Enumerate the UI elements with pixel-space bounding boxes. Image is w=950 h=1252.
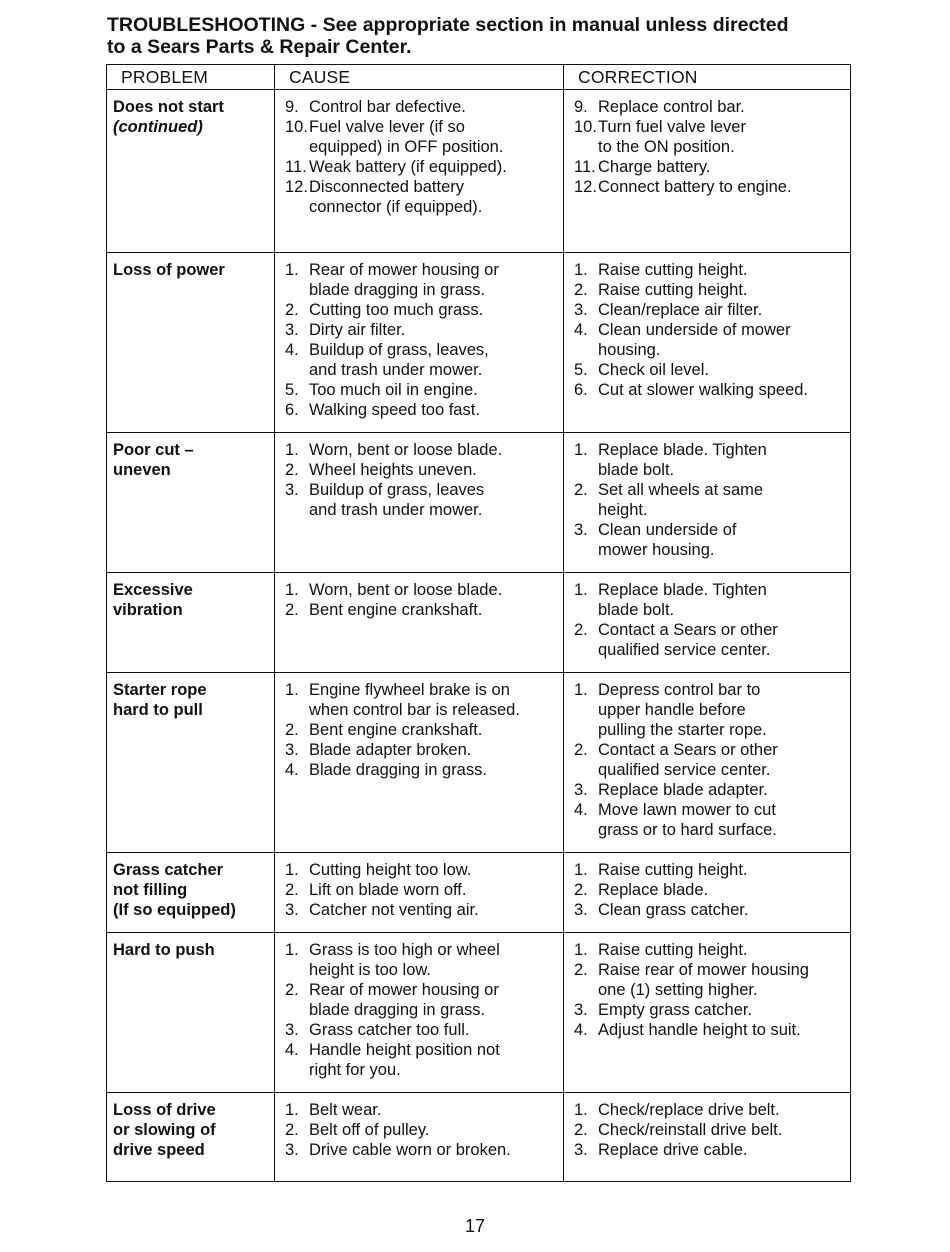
problem-text: Poor cut –: [113, 441, 194, 459]
cause-item-number: 3.: [285, 741, 299, 759]
correction-item-text: Connect battery to engine.: [598, 178, 792, 196]
correction-item-number: 1.: [574, 941, 588, 959]
cause-item-text: Control bar defective.: [309, 98, 466, 116]
correction-item: [570, 177, 844, 197]
correction-item-text: Replace blade. Tighten blade bolt.: [598, 441, 767, 479]
correction-item-text: Adjust handle height to suit.: [598, 1021, 801, 1039]
cause-item: [281, 680, 557, 720]
problem-text: drive speed: [113, 1141, 205, 1159]
cause-item: [281, 340, 557, 380]
cause-item-number: 1.: [285, 581, 299, 599]
cause-item: [281, 1020, 557, 1040]
problem-cell: [107, 1093, 275, 1182]
problem-cell: [107, 933, 275, 1093]
correction-item-text: Replace blade adapter.: [598, 781, 768, 799]
correction-item-number: 2.: [574, 1121, 588, 1139]
cause-item-number: 4.: [285, 761, 299, 779]
problem-text: or slowing of: [113, 1121, 216, 1139]
table-row: [107, 853, 851, 933]
cause-item: [281, 740, 557, 760]
correction-item: [570, 157, 844, 177]
correction-item: [570, 740, 844, 780]
correction-item-number: 2.: [574, 481, 588, 499]
cause-item: [281, 980, 557, 1020]
correction-item: [570, 380, 844, 400]
table-row: [107, 933, 851, 1093]
cause-item-number: 6.: [285, 401, 299, 419]
cause-item: [281, 157, 557, 177]
cause-item-text: Worn, bent or loose blade.: [309, 441, 503, 459]
correction-item-number: 1.: [574, 261, 588, 279]
cause-item-text: Grass is too high or wheel height is too low.: [309, 941, 500, 979]
correction-item-number: 3.: [574, 781, 588, 799]
cause-item-number: 3.: [285, 321, 299, 339]
cause-item-text: Blade dragging in grass.: [309, 761, 487, 779]
problem-text: Starter rope: [113, 681, 207, 699]
cause-item-text: Buildup of grass, leaves, and trash under mower.: [309, 341, 489, 379]
table-row: [107, 90, 851, 253]
correction-item: [570, 800, 844, 840]
correction-item-text: Raise cutting height.: [598, 261, 748, 279]
cause-cell: [275, 433, 564, 573]
cause-item-text: Bent engine crankshaft.: [309, 721, 483, 739]
cause-cell: [275, 673, 564, 853]
correction-item: [570, 1120, 844, 1140]
cause-item-number: 11.: [285, 158, 307, 176]
problem-text: hard to pull: [113, 701, 203, 719]
cause-item-text: Too much oil in engine.: [309, 381, 478, 399]
cause-item-number: 1.: [285, 441, 299, 459]
cause-item: [281, 1120, 557, 1140]
cause-item-number: 1.: [285, 261, 299, 279]
correction-item-number: 3.: [574, 1141, 588, 1159]
cause-item-number: 2.: [285, 301, 299, 319]
correction-cell: [564, 1093, 851, 1182]
problem-text: Grass catcher: [113, 861, 224, 879]
cause-item-text: Blade adapter broken.: [309, 741, 472, 759]
cause-item-text: Lift on blade worn off.: [309, 881, 467, 899]
correction-item: [570, 520, 844, 560]
cause-item-number: 9.: [285, 98, 299, 116]
table-row: [107, 573, 851, 673]
table-row: [107, 673, 851, 853]
correction-item-text: Clean grass catcher.: [598, 901, 749, 919]
cause-item-number: 1.: [285, 861, 299, 879]
column-header-problem: PROBLEM: [107, 65, 275, 90]
correction-item-text: Empty grass catcher.: [598, 1001, 753, 1019]
cause-cell: [275, 253, 564, 433]
cause-item-number: 2.: [285, 981, 299, 999]
cause-item-number: 3.: [285, 1021, 299, 1039]
correction-cell: [564, 673, 851, 853]
cause-item: [281, 117, 557, 157]
cause-item: [281, 440, 557, 460]
problem-text: Loss of power: [113, 261, 225, 279]
problem-text: Loss of drive: [113, 1101, 216, 1119]
cause-item-text: Belt wear.: [309, 1101, 382, 1119]
table-body: [107, 90, 851, 1182]
problem-text: not filling: [113, 881, 188, 899]
correction-item-number: 12.: [574, 178, 597, 196]
cause-item: [281, 880, 557, 900]
problem-cell: [107, 573, 275, 673]
cause-item: [281, 760, 557, 780]
correction-item: [570, 1000, 844, 1020]
correction-cell: [564, 90, 851, 253]
cause-item-number: 2.: [285, 881, 299, 899]
correction-item-text: Depress control bar to upper handle before pulling the starter rope.: [598, 681, 767, 739]
problem-cell: [107, 253, 275, 433]
correction-item-text: Raise cutting height.: [598, 941, 748, 959]
cause-item-number: 4.: [285, 341, 299, 359]
correction-item: [570, 680, 844, 740]
cause-item: [281, 940, 557, 980]
heading-line-1: TROUBLESHOOTING - See appropriate section in manual unless directed: [107, 14, 789, 36]
cause-item-number: 2.: [285, 601, 299, 619]
troubleshooting-table: [106, 64, 851, 1182]
table-row: [107, 433, 851, 573]
correction-item: [570, 320, 844, 360]
cause-cell: [275, 573, 564, 673]
correction-item: [570, 960, 844, 1000]
problem-text: uneven: [113, 461, 171, 479]
correction-item-text: Raise cutting height.: [598, 861, 748, 879]
cause-item-text: Fuel valve lever (if so equipped) in OFF position.: [309, 118, 504, 156]
cause-item-number: 10.: [285, 118, 308, 136]
correction-item: [570, 780, 844, 800]
cause-item-text: Disconnected battery connector (if equipped).: [309, 178, 483, 216]
cause-item: [281, 720, 557, 740]
problem-text: (If so equipped): [113, 901, 236, 919]
cause-item-text: Handle height position not right for you.: [309, 1041, 500, 1079]
problem-cell: [107, 90, 275, 253]
correction-item-number: 2.: [574, 741, 588, 759]
correction-item-text: Clean/replace air filter.: [598, 301, 763, 319]
problem-cell: [107, 853, 275, 933]
cause-item-text: Wheel heights uneven.: [309, 461, 477, 479]
cause-item-text: Bent engine crankshaft.: [309, 601, 483, 619]
correction-item-number: 3.: [574, 521, 588, 539]
correction-item-text: Check oil level.: [598, 361, 709, 379]
correction-cell: [564, 253, 851, 433]
cause-item: [281, 480, 557, 520]
problem-text: Does not start: [113, 98, 224, 116]
cause-cell: [275, 933, 564, 1093]
correction-item: [570, 480, 844, 520]
correction-item-text: Clean underside of mower housing.: [598, 521, 737, 559]
cause-item: [281, 400, 557, 420]
cause-item: [281, 320, 557, 340]
page-number: 17: [464, 1216, 486, 1236]
correction-item: [570, 620, 844, 660]
correction-item-text: Raise rear of mower housing one (1) setting higher.: [598, 961, 809, 999]
correction-cell: [564, 853, 851, 933]
correction-item-number: 4.: [574, 1021, 588, 1039]
correction-item: [570, 440, 844, 480]
cause-cell: [275, 90, 564, 253]
problem-cell: [107, 673, 275, 853]
correction-item-text: Replace blade. Tighten blade bolt.: [598, 581, 767, 619]
cause-item-number: 12.: [285, 178, 308, 196]
problem-text: Hard to push: [113, 941, 215, 959]
cause-item-number: 2.: [285, 1121, 299, 1139]
cause-item-text: Belt off of pulley.: [309, 1121, 430, 1139]
problem-text: vibration: [113, 601, 183, 619]
correction-item: [570, 580, 844, 620]
correction-item-text: Replace blade.: [598, 881, 709, 899]
correction-item-number: 4.: [574, 801, 588, 819]
correction-item-text: Set all wheels at same height.: [598, 481, 764, 519]
correction-item-number: 1.: [574, 581, 588, 599]
cause-item-number: 1.: [285, 941, 299, 959]
cause-item-text: Catcher not venting air.: [309, 901, 479, 919]
cause-item-number: 1.: [285, 1101, 299, 1119]
cause-item: [281, 300, 557, 320]
cause-item-number: 1.: [285, 681, 299, 699]
correction-item-number: 9.: [574, 98, 588, 116]
correction-item-text: Check/replace drive belt.: [598, 1101, 780, 1119]
cause-item-text: Cutting too much grass.: [309, 301, 484, 319]
column-header-cause: CAUSE: [275, 65, 564, 90]
cause-item-number: 4.: [285, 1041, 299, 1059]
correction-item: [570, 300, 844, 320]
correction-item: [570, 860, 844, 880]
cause-item-number: 2.: [285, 461, 299, 479]
correction-item-text: Charge battery.: [598, 158, 711, 176]
correction-item-text: Contact a Sears or other qualified service center.: [598, 621, 778, 659]
cause-item-text: Engine flywheel brake is on when control bar is released.: [309, 681, 520, 719]
correction-item-number: 11.: [574, 158, 596, 176]
cause-item-text: Grass catcher too full.: [309, 1021, 470, 1039]
correction-item-text: Cut at slower walking speed.: [598, 381, 809, 399]
cause-item: [281, 260, 557, 300]
correction-item-number: 2.: [574, 881, 588, 899]
heading-line-2: to a Sears Parts & Repair Center.: [107, 36, 412, 58]
cause-item: [281, 1140, 557, 1160]
table-row: [107, 253, 851, 433]
correction-item-number: 1.: [574, 861, 588, 879]
cause-item-number: 3.: [285, 901, 299, 919]
problem-cell: [107, 433, 275, 573]
correction-item: [570, 880, 844, 900]
correction-item-number: 1.: [574, 681, 588, 699]
cause-item: [281, 177, 557, 217]
correction-item: [570, 97, 844, 117]
correction-cell: [564, 433, 851, 573]
correction-item: [570, 1100, 844, 1120]
correction-item-text: Replace drive cable.: [598, 1141, 748, 1159]
cause-item-text: Cutting height too low.: [309, 861, 472, 879]
cause-item: [281, 860, 557, 880]
cause-item-text: Drive cable worn or broken.: [309, 1141, 511, 1159]
cause-item-text: Walking speed too fast.: [309, 401, 480, 419]
correction-item-number: 1.: [574, 1101, 588, 1119]
correction-item-number: 6.: [574, 381, 588, 399]
correction-item: [570, 1020, 844, 1040]
correction-item: [570, 280, 844, 300]
cause-item: [281, 600, 557, 620]
cause-item: [281, 380, 557, 400]
correction-item-number: 3.: [574, 1001, 588, 1019]
cause-item: [281, 580, 557, 600]
correction-item-text: Turn fuel valve lever to the ON position.: [598, 118, 746, 156]
correction-item-text: Move lawn mower to cut grass or to hard surface.: [598, 801, 777, 839]
table-row: [107, 1093, 851, 1182]
cause-item-text: Rear of mower housing or blade dragging in grass.: [309, 261, 499, 299]
page-heading: [107, 14, 867, 58]
correction-cell: [564, 933, 851, 1093]
cause-cell: [275, 853, 564, 933]
correction-item: [570, 940, 844, 960]
correction-cell: [564, 573, 851, 673]
cause-item-text: Buildup of grass, leaves and trash under mower.: [309, 481, 485, 519]
correction-item-text: Clean underside of mower housing.: [598, 321, 791, 359]
cause-item-text: Weak battery (if equipped).: [309, 158, 507, 176]
problem-text: Excessive: [113, 581, 193, 599]
correction-item-number: 3.: [574, 301, 588, 319]
cause-item-number: 3.: [285, 1141, 299, 1159]
cause-item: [281, 900, 557, 920]
correction-item: [570, 1140, 844, 1160]
correction-item: [570, 260, 844, 280]
correction-item-text: Check/reinstall drive belt.: [598, 1121, 783, 1139]
cause-item-number: 3.: [285, 481, 299, 499]
table-header-row: [107, 65, 851, 90]
correction-item: [570, 360, 844, 380]
correction-item-text: Raise cutting height.: [598, 281, 748, 299]
cause-item: [281, 97, 557, 117]
cause-item: [281, 460, 557, 480]
correction-item-number: 10.: [574, 118, 597, 136]
cause-item-text: Rear of mower housing or blade dragging in grass.: [309, 981, 499, 1019]
cause-item-number: 5.: [285, 381, 299, 399]
correction-item-number: 5.: [574, 361, 588, 379]
correction-item-number: 2.: [574, 961, 588, 979]
correction-item-number: 4.: [574, 321, 588, 339]
correction-item-text: Contact a Sears or other qualified service center.: [598, 741, 778, 779]
correction-item-number: 2.: [574, 281, 588, 299]
problem-text: (continued): [113, 118, 203, 136]
correction-item: [570, 117, 844, 157]
cause-item-number: 2.: [285, 721, 299, 739]
correction-item-number: 2.: [574, 621, 588, 639]
cause-item-text: Worn, bent or loose blade.: [309, 581, 503, 599]
cause-cell: [275, 1093, 564, 1182]
correction-item: [570, 900, 844, 920]
correction-item-number: 1.: [574, 441, 588, 459]
correction-item-number: 3.: [574, 901, 588, 919]
column-header-correction: CORRECTION: [564, 65, 851, 90]
correction-item-text: Replace control bar.: [598, 98, 745, 116]
cause-item: [281, 1040, 557, 1080]
cause-item-text: Dirty air filter.: [309, 321, 406, 339]
cause-item: [281, 1100, 557, 1120]
